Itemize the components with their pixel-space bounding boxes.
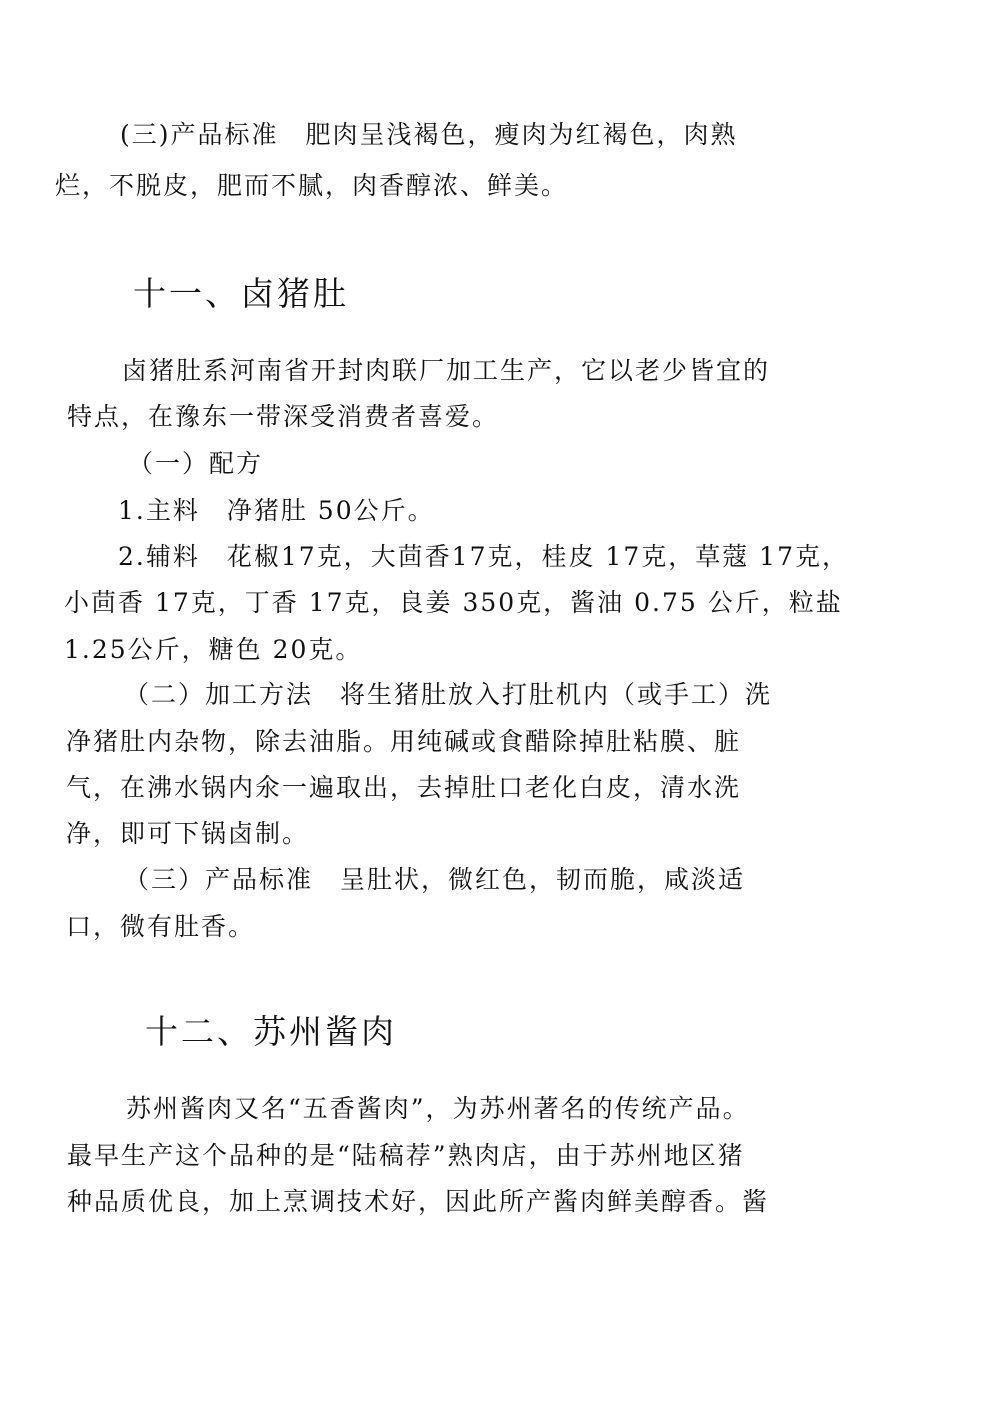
section-heading: 十一、卤猪肚 (133, 274, 349, 313)
paragraph-line: 卤猪肚系河南省开封肉联厂加工生产，它以老少皆宜的 (122, 356, 771, 385)
paragraph-line: 种品质优良，加上烹调技术好，因此所产酱肉鲜美醇香。酱 (67, 1187, 770, 1216)
paragraph-line: （一）配方 (128, 449, 264, 478)
section-heading: 十二、苏州酱肉 (145, 1012, 397, 1051)
paragraph-line: 1.25公斤，糖色 20克。 (64, 635, 363, 664)
paragraph-line: （三）产品标准 呈肚状，微红色，韧而脆，咸淡适 (124, 865, 746, 894)
paragraph-line: (三)产品标准 肥肉呈浅褐色，瘦肉为红褐色，肉熟 (120, 120, 738, 149)
paragraph-line: 1.主料 净猪肚 50公斤。 (118, 496, 435, 525)
paragraph-line: 净，即可下锅卤制。 (66, 819, 310, 848)
paragraph-line: 气，在沸水锅内氽一遍取出，去掉肚口老化白皮，清水洗 (66, 773, 742, 802)
paragraph-line: 小茴香 17克，丁香 17克，良姜 350克，酱油 0.75 公斤，粒盐 (64, 588, 843, 617)
paragraph-line: 净猪肚内杂物，除去油脂。用纯碱或食醋除掉肚粘膜、脏 (66, 727, 742, 756)
paragraph-line: 特点，在豫东一带深受消费者喜爱。 (67, 402, 500, 431)
paragraph-line: 最早生产这个品种的是“陆稿荐”熟肉店，由于苏州地区猪 (67, 1141, 745, 1170)
paragraph-line: 2.辅料 花椒17克，大茴香17克，桂皮 17克，草蔻 17克， (118, 542, 849, 571)
paragraph-line: 口，微有肚香。 (66, 912, 256, 941)
paragraph-line: （二）加工方法 将生猪肚放入打肚机内（或手工）洗 (124, 680, 773, 709)
paragraph-line: 烂，不脱皮，肥而不腻，肉香醇浓、鲜美。 (55, 171, 569, 200)
paragraph-line: 苏州酱肉又名“五香酱肉”，为苏州著名的传统产品。 (126, 1094, 750, 1123)
